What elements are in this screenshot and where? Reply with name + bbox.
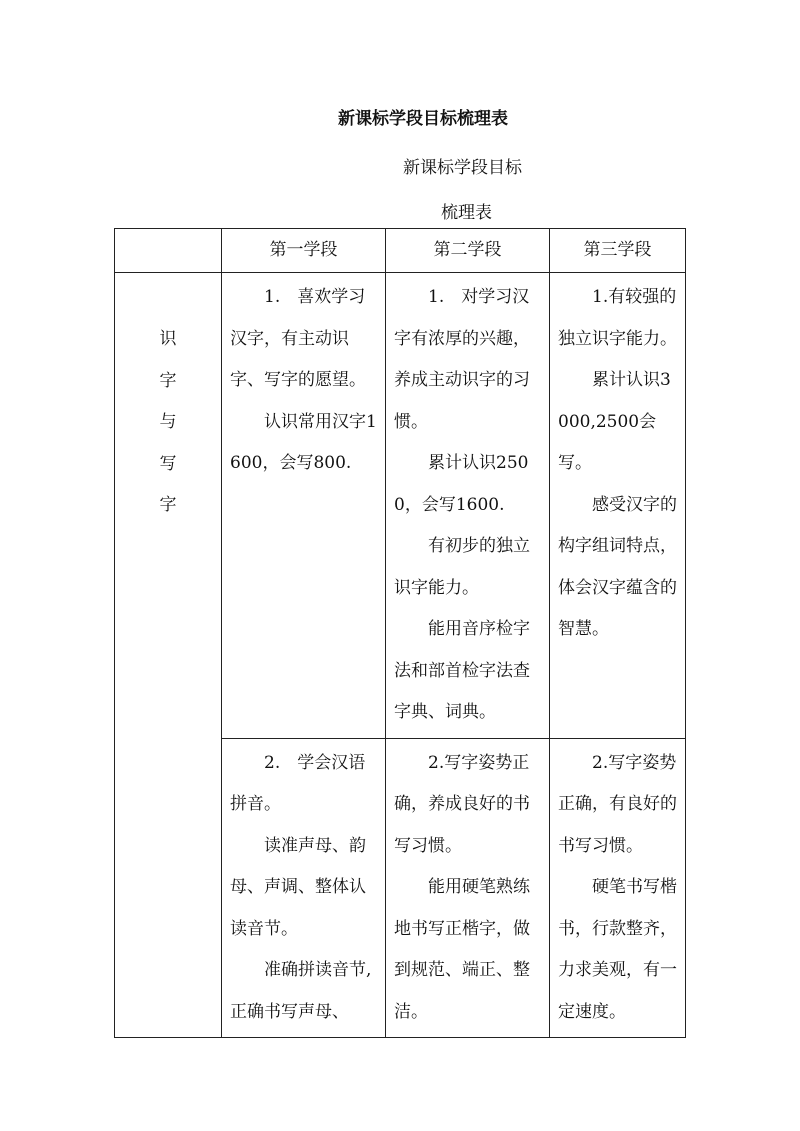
stage-goals-table	[114, 228, 686, 1038]
goal-paragraph: 硬笔书写楷书，行款整齐，力求美观，有一定速度。	[558, 877, 677, 1022]
goal-paragraph: 能用音序检字法和部首检字法查字典、词典。	[394, 619, 530, 722]
goal-paragraph: 1. 对学习汉字有浓厚的兴趣，养成主动识字的习惯。	[394, 287, 530, 432]
stage-3-goals-cell	[550, 738, 686, 1038]
document-title: 新课标学段目标梳理表	[338, 109, 508, 129]
goal-paragraph: 1. 喜欢学习汉字，有主动识字、写字的愿望。	[230, 287, 366, 390]
category-char: 字	[159, 495, 177, 515]
category-label	[115, 273, 221, 527]
category-char: 字	[159, 370, 177, 391]
header-cell-empty	[115, 229, 222, 273]
category-cell	[115, 273, 222, 1038]
stage-1-goals-cell	[222, 273, 386, 739]
header-cell-stage-3: 第三学段	[550, 229, 686, 273]
stage-3-goals-cell	[550, 273, 686, 739]
goal-paragraph: 累计认识3000,2500会写。	[558, 370, 671, 473]
goal-paragraph: 2. 学会汉语拼音。	[230, 752, 366, 814]
table-row	[115, 273, 686, 739]
goal-paragraph: 读准声母、韵母、声调、整体认读音节。	[230, 835, 366, 939]
stage-2-goals-cell	[386, 738, 550, 1038]
goal-paragraph: 有初步的独立识字能力。	[394, 536, 530, 598]
table-caption-line-1: 新课标学段目标	[403, 158, 522, 178]
header-cell-stage-2: 第二学段	[386, 229, 550, 273]
goal-paragraph: 1.有较强的独立识字能力。	[558, 287, 677, 349]
header-cell-stage-1: 第一学段	[222, 229, 386, 273]
stage-2-goals-cell	[386, 273, 550, 739]
goal-paragraph: 能用硬笔熟练地书写正楷字，做到规范、端正、整洁。	[394, 877, 530, 1022]
goal-paragraph: 认识常用汉字1600，会写800.	[230, 411, 377, 473]
table-header-row	[115, 229, 686, 273]
stage-1-goals-cell	[222, 738, 386, 1038]
goal-paragraph: 2.写字姿势正确，有良好的书写习惯。	[558, 752, 677, 856]
category-char: 写	[159, 453, 177, 474]
goal-paragraph: 累计认识2500，会写1600.	[394, 453, 529, 515]
goal-paragraph: 准确拼读音节,正确书写声母、	[230, 960, 372, 1022]
goal-paragraph: 感受汉字的构字组词特点，体会汉字蕴含的智慧。	[558, 494, 677, 639]
category-char: 识	[159, 329, 177, 349]
table-caption-line-2: 梳理表	[441, 203, 492, 223]
goal-paragraph: 2.写字姿势正确，养成良好的书写习惯。	[394, 752, 530, 856]
category-char: 与	[159, 412, 177, 432]
